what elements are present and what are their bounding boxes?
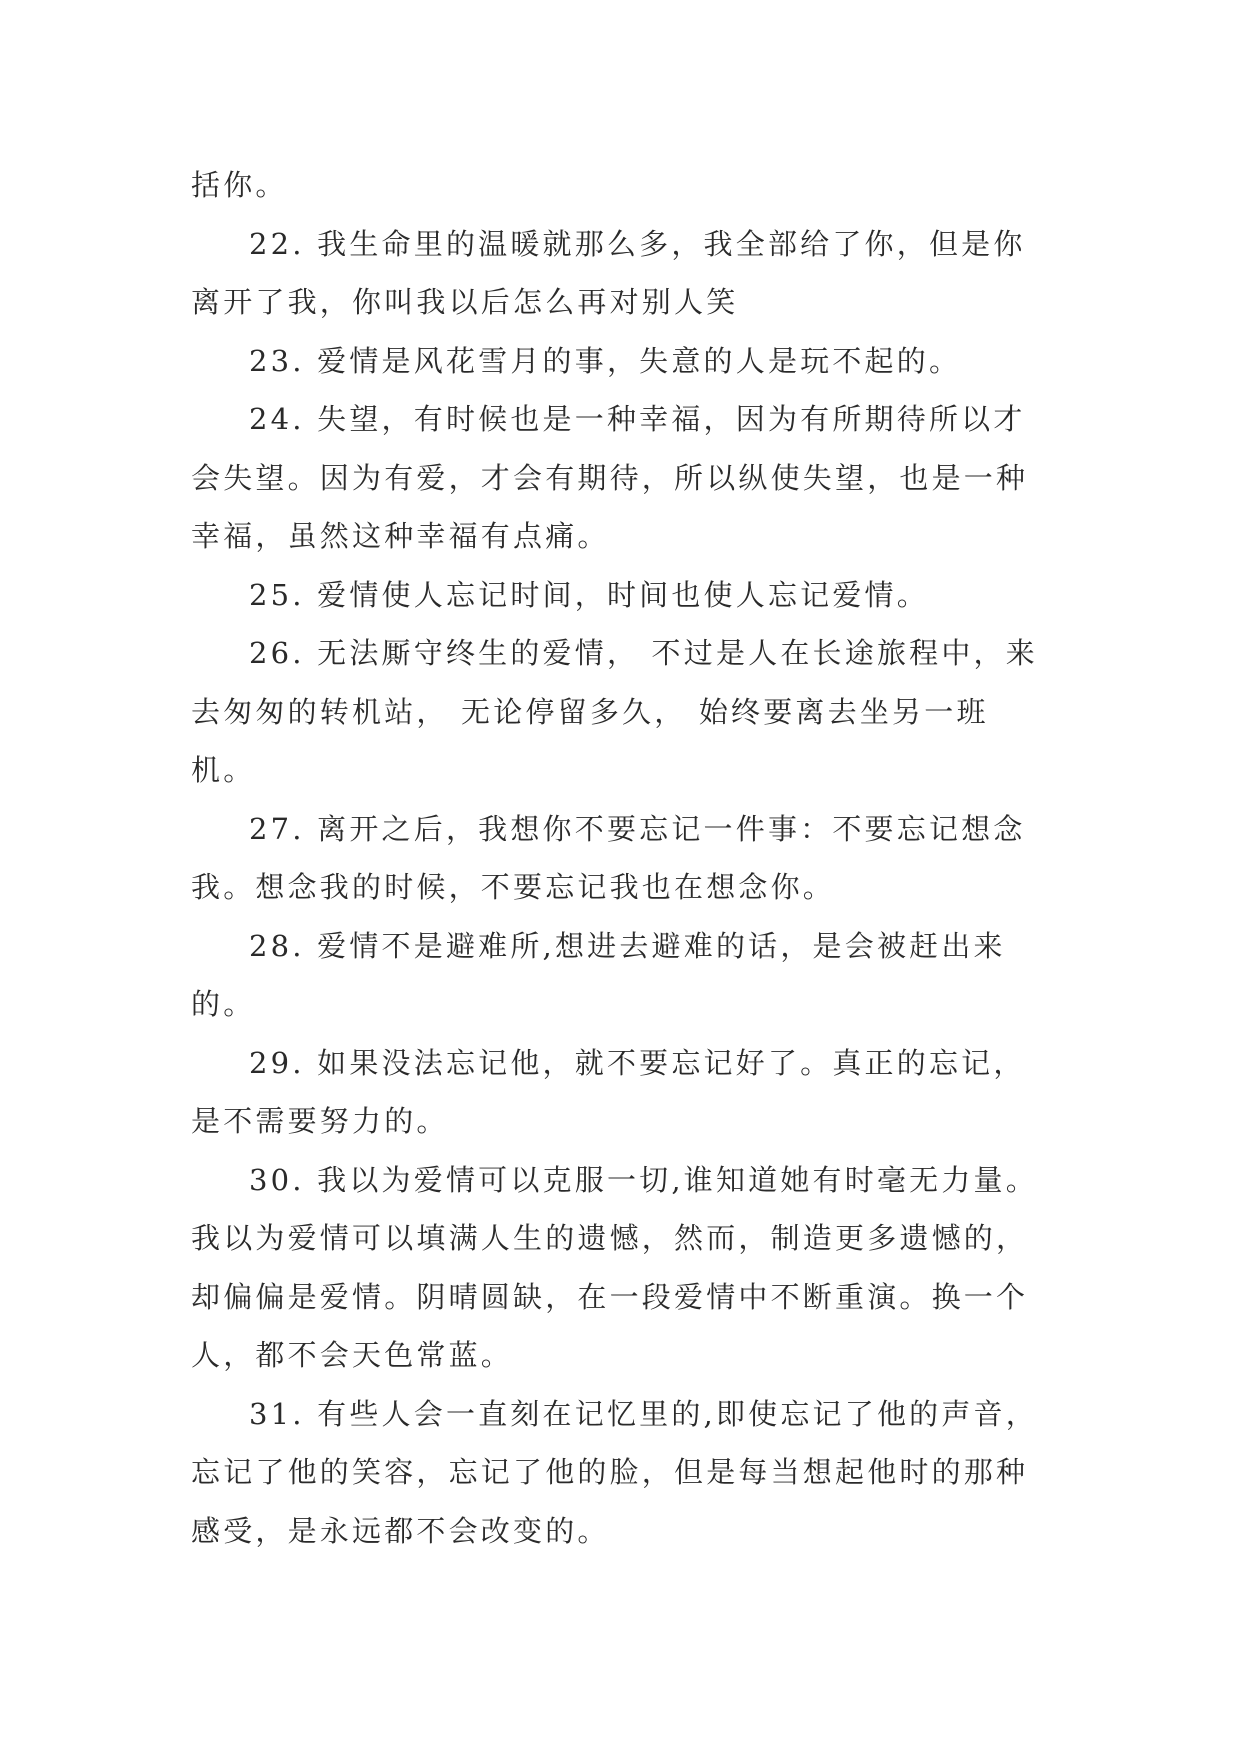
paragraph-26: 26. 无法厮守终生的爱情， 不过是人在长途旅程中，来去匆匆的转机站， 无论停留多久， 始终要离去坐另一班机。 xyxy=(191,636,1038,787)
paragraph-23: 23. 爱情是风花雪月的事，失意的人是玩不起的。 xyxy=(249,343,962,378)
paragraph-27: 27. 离开之后，我想你不要忘记一件事：不要忘记想念我。想念我的时候，不要忘记我也在想念你。 xyxy=(191,811,1026,904)
paragraph-22: 22. 我生命里的温暖就那么多，我全部给了你，但是你离开了我，你叫我以后怎么再对别人笑 xyxy=(191,226,1026,319)
document-body xyxy=(191,156,1051,1560)
paragraph-24: 24. 失望，有时候也是一种幸福，因为有所期待所以才会失望。因为有爱，才会有期待，所以纵使失望，也是一种幸福，虽然这种幸福有点痛。 xyxy=(191,402,1029,553)
paragraph-30: 30. 我以为爱情可以克服一切,谁知道她有时毫无力量。我以为爱情可以填满人生的遗憾，然而，制造更多遗憾的，却偏偏是爱情。阴晴圆缺，在一段爱情中不断重演。换一个人，都不会天色常蓝。 xyxy=(191,1162,1038,1372)
paragraph-29: 29. 如果没法忘记他，就不要忘记好了。真正的忘记，是不需要努力的。 xyxy=(191,1045,1026,1138)
paragraph-continuation: 括你。 xyxy=(191,168,288,202)
paragraph-25: 25. 爱情使人忘记时间，时间也使人忘记爱情。 xyxy=(249,577,929,612)
paragraph-31: 31. 有些人会一直刻在记忆里的,即使忘记了他的声音，忘记了他的笑容，忘记了他的脸，但是每当想起他时的那种感受，是永远都不会改变的。 xyxy=(191,1396,1038,1548)
paragraph-28: 28. 爱情不是避难所,想进去避难的话，是会被赶出来的。 xyxy=(191,928,1006,1021)
